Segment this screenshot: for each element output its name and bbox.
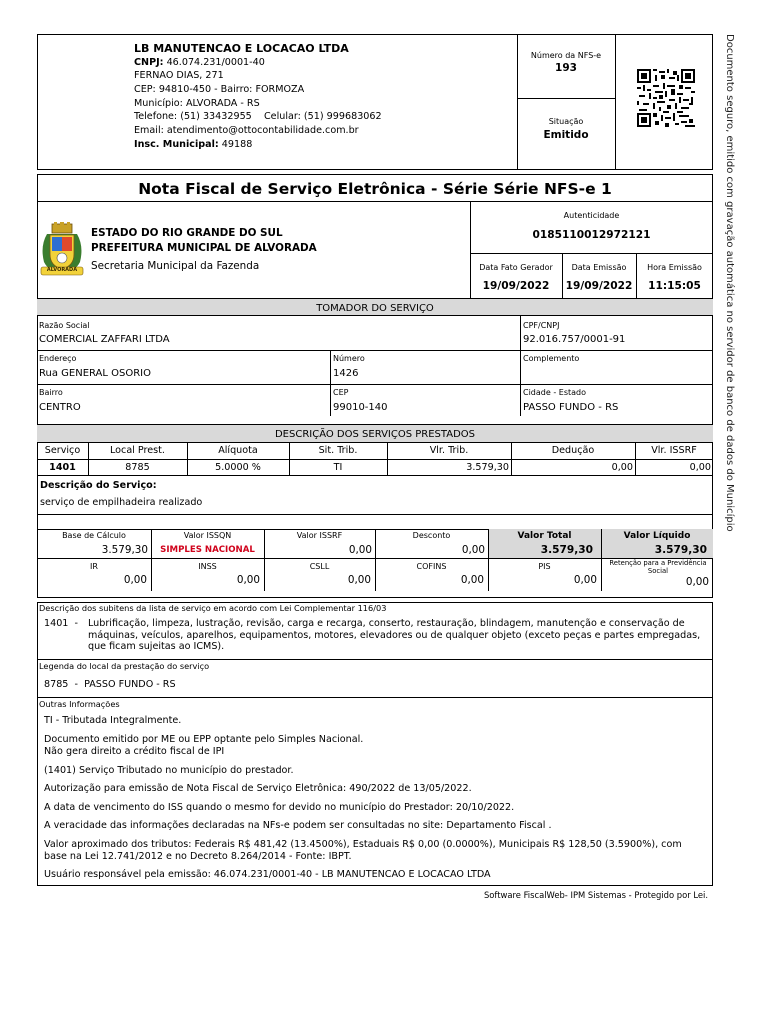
fato-gerador-label: Data Fato Gerador <box>479 263 553 272</box>
bairro: CENTRO <box>39 402 81 413</box>
cidade-estado-label: Cidade - Estado <box>523 388 586 397</box>
complemento-label: Complemento <box>523 354 580 363</box>
row-servico: 1401 <box>49 462 76 473</box>
servicos-header: DESCRIÇÃO DOS SERVIÇOS PRESTADOS <box>37 424 713 443</box>
razao-social-label: Razão Social <box>39 321 90 330</box>
emitter-cnpj: 46.074.231/0001-40 <box>166 57 265 68</box>
subitens-code: 1401 - <box>44 618 78 629</box>
base-calculo-label: Base de Cálculo <box>62 531 126 540</box>
cep: 99010-140 <box>333 402 388 413</box>
col-deducao-header: Dedução <box>551 445 595 456</box>
razao-social: COMERCIAL ZAFFARI LTDA <box>39 334 170 345</box>
info-simples-1: Documento emitido por ME ou EPP optante pelo Simples Nacional. <box>44 734 364 745</box>
legenda-text: 8785 - PASSO FUNDO - RS <box>44 679 176 690</box>
previdencia: 0,00 <box>685 576 709 588</box>
endereco: Rua GENERAL OSORIO <box>39 368 152 379</box>
info-ti: TI - Tributada Integralmente. <box>44 715 182 726</box>
emitter-email-line: Email: atendimento@ottocontabilidade.com.br <box>134 125 359 136</box>
cofins-label: COFINS <box>416 562 447 571</box>
inss: 0,00 <box>236 574 260 586</box>
cep-label: CEP <box>333 388 349 397</box>
valor-issqn-label: Valor ISSQN <box>183 531 232 540</box>
row-aliquota: 5.0000 % <box>215 462 261 473</box>
crest-banner-text: ALVORADA <box>46 267 78 273</box>
fato-gerador-date: 19/09/2022 <box>482 280 550 292</box>
emissao-label: Data Emissão <box>571 263 627 272</box>
valor-issrf-label: Valor ISSRF <box>296 531 343 540</box>
secretaria-name: Secretaria Municipal da Fazenda <box>91 260 260 272</box>
emissao-date: 19/09/2022 <box>565 280 633 292</box>
numero: 1426 <box>333 368 359 379</box>
col-sit-trib-header: Sit. Trib. <box>318 445 358 456</box>
info-simples-2: Não gera direito a crédito fiscal de IPI <box>44 746 225 757</box>
cofins: 0,00 <box>460 574 484 586</box>
auth-code: 0185110012972121 <box>532 229 651 241</box>
endereco-label: Endereço <box>39 354 77 363</box>
software-footer: Software FiscalWeb- IPM Sistemas - Protegido por Lei. <box>483 890 708 900</box>
nfse-status: Emitido <box>543 129 589 141</box>
valor-total: 3.579,30 <box>540 544 593 556</box>
previdencia-label: Retenção para a Previdência Social <box>609 559 707 575</box>
info-tributos-1: Valor aproximado dos tributos: Federais R$ 481,42 (13.4500%), Estaduais R$ 0,00 (0.0000%), Municipais R$ 128,50 (3.5900%), com <box>44 839 682 850</box>
ir: 0,00 <box>123 574 147 586</box>
service-description: serviço de empilhadeira realizado <box>40 497 203 508</box>
qr-code-icon <box>637 69 695 127</box>
hora-emissao-label: Hora Emissão <box>647 263 702 272</box>
col-vlr-issrf-header: Vlr. ISSRF <box>651 445 697 456</box>
valor-issqn: SIMPLES NACIONAL <box>160 545 255 555</box>
prefeitura-name: PREFEITURA MUNICIPAL DE ALVORADA <box>91 242 317 254</box>
service-description-label: Descrição do Serviço: <box>40 480 157 491</box>
emitter-address: FERNAO DIAS, 271 <box>134 70 224 81</box>
outras-label: Outras Informações <box>39 699 120 709</box>
emitter-cnpj-line <box>134 57 265 68</box>
valor-liquido: 3.579,30 <box>654 544 707 556</box>
numero-label: Número <box>333 354 365 363</box>
emitter-im-label: Insc. Municipal: <box>134 139 219 150</box>
legenda-label: Legenda do local da prestação do serviço <box>39 661 210 671</box>
info-veracidade: A veracidade das informações declaradas na NFs-e podem ser consultadas no site: Departamento Fiscal . <box>44 820 552 831</box>
auth-label: Autenticidade <box>563 211 620 220</box>
row-vlr-issrf: 0,00 <box>689 462 711 473</box>
valor-issrf: 0,00 <box>348 544 372 556</box>
csll: 0,00 <box>347 574 371 586</box>
emitter-im: 49188 <box>221 139 253 150</box>
subitens-text: Lubrificação, limpeza, lustração, revisão, carga e recarga, conserto, restauração, blindagem, manutenção e conservação de máquinas, veículos, aparelhos, equipamentos, motores, elevadores ou de qualquer objeto (exceto peças e partes empregadas, que ficam sujeitas ao ICMS). <box>88 618 701 653</box>
emitter-im-line <box>134 139 252 150</box>
pis-label: PIS <box>538 562 551 571</box>
nfse-status-label: Situação <box>548 117 584 126</box>
col-aliquota-header: Alíquota <box>218 445 258 456</box>
emitter-phone-line: Telefone: (51) 33432955 Celular: (51) 999683062 <box>134 111 382 122</box>
pis: 0,00 <box>573 574 597 586</box>
col-vlr-trib-header: Vlr. Trib. <box>429 445 469 456</box>
state-name: ESTADO DO RIO GRANDE DO SUL <box>91 227 283 239</box>
info-vencimento: A data de vencimento do ISS quando o mesmo for devido no município do Prestador: 20/10/2022. <box>44 802 515 813</box>
info-tributos-2: base na Lei 12.741/2012 e no Decreto 8.264/2014 - Fonte: IBPT. <box>44 851 352 862</box>
desconto: 0,00 <box>461 544 485 556</box>
info-usuario: Usuário responsável pela emissão: 46.074.231/0001-40 - LB MANUTENCAO E LOCACAO LTDA <box>44 869 491 880</box>
cpf-cnpj: 92.016.757/0001-91 <box>523 334 626 345</box>
valor-total-label: Valor Total <box>517 531 572 541</box>
row-vlr-trib: 3.579,30 <box>466 462 509 473</box>
cidade-estado: PASSO FUNDO - RS <box>523 402 619 413</box>
invoice-title: Nota Fiscal de Serviço Eletrônica - Série Série NFS-e 1 <box>138 180 612 198</box>
subitens-label: Descrição dos subitens da lista de serviço em acordo com Lei Complementar 116/03 <box>39 603 387 613</box>
info-autorizacao: Autorização para emissão de Nota Fiscal de Serviço Eletrônica: 490/2022 de 13/05/2022. <box>44 783 472 794</box>
emitter-cnpj-label: CNPJ: <box>134 57 164 68</box>
row-local: 8785 <box>125 462 150 473</box>
info-tributado: (1401) Serviço Tributado no município do prestador. <box>44 765 294 776</box>
totals-block <box>37 529 713 591</box>
cpf-cnpj-label: CPF/CNPJ <box>523 321 560 330</box>
bairro-label: Bairro <box>39 388 63 397</box>
valor-liquido-label: Valor Líquido <box>623 531 691 541</box>
tomador-header: TOMADOR DO SERVIÇO <box>37 298 713 316</box>
ir-label: IR <box>90 562 98 571</box>
csll-label: CSLL <box>309 562 330 571</box>
nfse-number: 193 <box>555 62 577 74</box>
emitter-name: LB MANUTENCAO E LOCACAO LTDA <box>134 42 349 55</box>
services-table <box>37 443 713 476</box>
col-local-header: Local Prest. <box>110 445 165 456</box>
row-deducao: 0,00 <box>611 462 633 473</box>
side-security-note: Documento seguro, emitido com gravação automática no servidor de banco de dados do Município <box>724 34 735 532</box>
desconto-label: Desconto <box>412 531 451 540</box>
row-sit-trib: TI <box>333 462 343 473</box>
base-calculo: 3.579,30 <box>101 544 148 556</box>
emitter-city-line: Município: ALVORADA - RS <box>134 98 260 109</box>
hora-emissao: 11:15:05 <box>648 280 701 292</box>
emitter-cep-line: CEP: 94810-450 - Bairro: FORMOZA <box>134 84 305 95</box>
inss-label: INSS <box>198 562 217 571</box>
col-servico-header: Serviço <box>44 445 81 456</box>
nfse-number-label: Número da NFS-e <box>530 51 602 60</box>
